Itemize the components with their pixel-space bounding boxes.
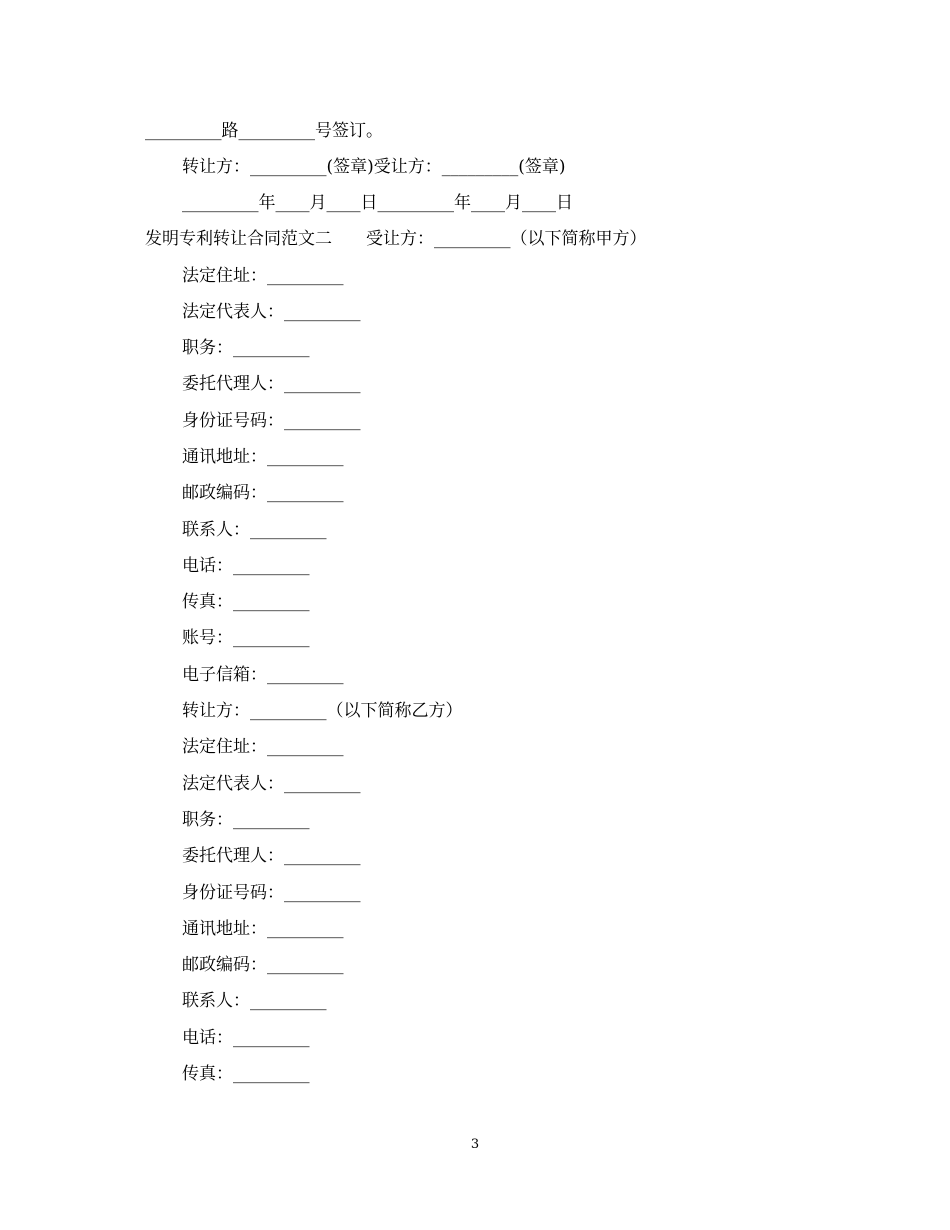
signing-location-line: _________路_________号签订。: [145, 121, 383, 141]
signature-line: 转让方：_________(签章)受让方：_________(签章): [182, 157, 566, 177]
party-b-agent: 委托代理人：_________: [182, 846, 361, 866]
party-b-postal-code: 邮政编码：_________: [182, 955, 344, 975]
party-a-email: 电子信箱：_________: [182, 665, 344, 685]
party-a-postal-code: 邮政编码：_________: [182, 483, 344, 503]
party-b-address: 法定住址：_________: [182, 737, 344, 757]
party-a-phone: 电话：_________: [182, 556, 310, 576]
party-a-address: 法定住址：_________: [182, 266, 344, 286]
date-line: _________年____月____日_________年____月____日: [182, 193, 573, 213]
party-b-phone: 电话：_________: [182, 1028, 310, 1048]
party-a-fax: 传真：_________: [182, 592, 310, 612]
party-a-contact: 联系人：_________: [182, 520, 327, 540]
party-a-legal-representative: 法定代表人：_________: [182, 302, 361, 322]
party-b-mailing-address: 通讯地址：_________: [182, 919, 344, 939]
party-a-account: 账号：_________: [182, 628, 310, 648]
party-b-legal-representative: 法定代表人：_________: [182, 774, 361, 794]
party-a-agent: 委托代理人：_________: [182, 374, 361, 394]
party-b-contact: 联系人：_________: [182, 991, 327, 1011]
party-a-position: 职务：_________: [182, 338, 310, 358]
page-number: 3: [470, 1137, 480, 1152]
party-b-position: 职务：_________: [182, 810, 310, 830]
party-a-mailing-address: 通讯地址：_________: [182, 447, 344, 467]
party-b-id-number: 身份证号码：_________: [182, 883, 361, 903]
section-title-line: 发明专利转让合同范文二 受让方：_________（以下简称甲方）: [145, 229, 647, 249]
party-a-id-number: 身份证号码：_________: [182, 411, 361, 431]
party-b-heading: 转让方：_________（以下简称乙方）: [182, 701, 463, 721]
party-b-fax: 传真：_________: [182, 1064, 310, 1084]
